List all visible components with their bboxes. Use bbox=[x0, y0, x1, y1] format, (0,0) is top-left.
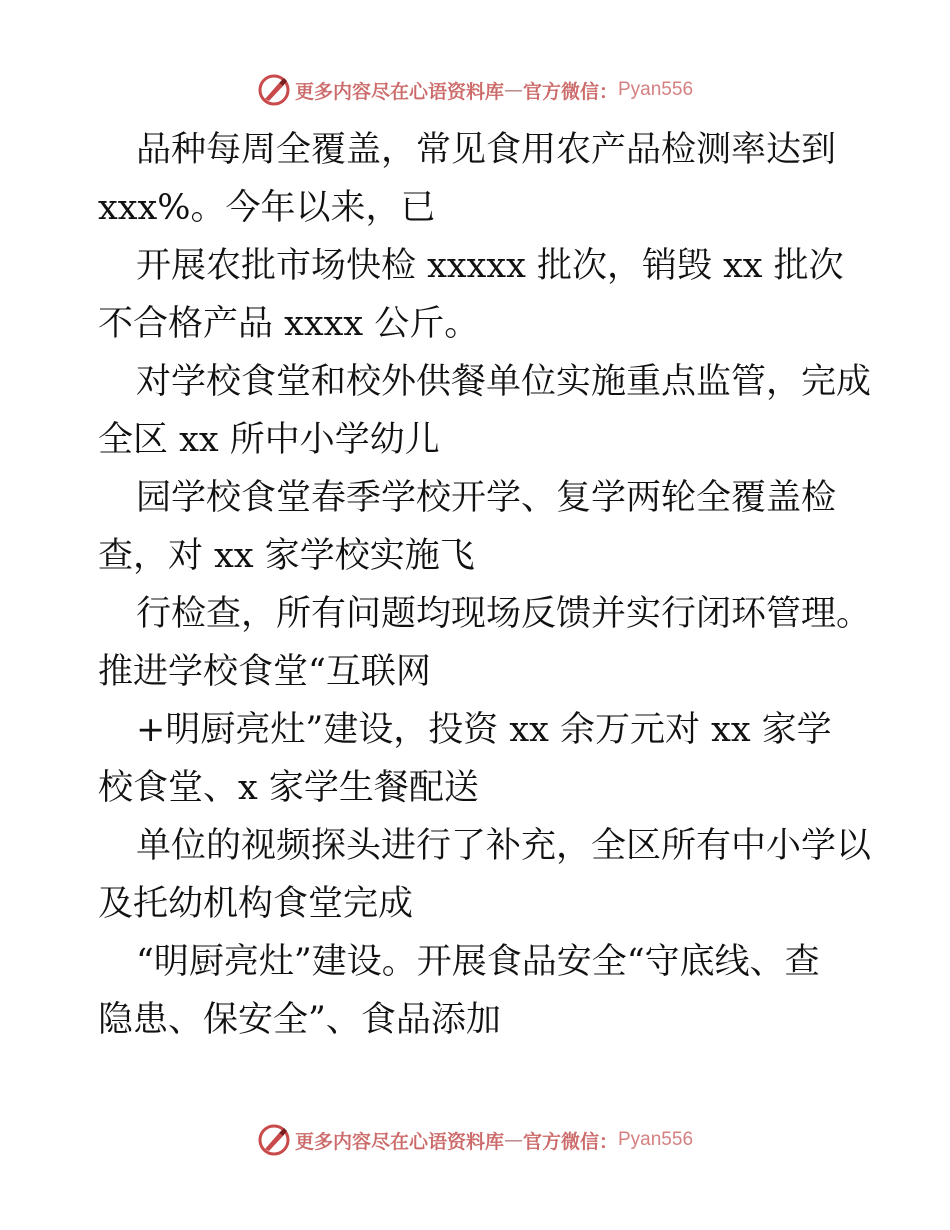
body-line: 校食堂、x 家学生餐配送 bbox=[98, 768, 479, 808]
body-line: 单位的视频探头进行了补充，全区所有中小学以 bbox=[136, 826, 872, 866]
body-line: 全区 xx 所中小学幼儿 bbox=[98, 420, 440, 460]
footer-account: Pyan556 bbox=[618, 1129, 694, 1150]
footer-brand: 更多内容尽在心语资料库 bbox=[294, 1130, 504, 1153]
body-line: xxx%。今年以来，已 bbox=[98, 188, 436, 228]
header-account: Pyan556 bbox=[618, 79, 694, 100]
body-line: 开展农批市场快检 xxxxx 批次，销毁 xx 批次 bbox=[136, 246, 844, 286]
body-line: 及托幼机构食堂完成 bbox=[98, 884, 414, 924]
body-line: 对学校食堂和校外供餐单位实施重点监管，完成 bbox=[136, 362, 872, 402]
body-line: 园学校食堂春季学校开学、复学两轮全覆盖检 bbox=[136, 478, 837, 518]
footer-dash: — bbox=[503, 1129, 523, 1151]
footer-official-label: 官方微信： bbox=[522, 1130, 618, 1153]
footer-banner bbox=[0, 1120, 950, 1160]
body-line: “明厨亮灶”建设。开展食品安全“守底线、查 bbox=[136, 942, 820, 982]
body-line: 隐患、保安全”、食品添加 bbox=[98, 1000, 501, 1040]
body-line: 查，对 xx 家学校实施飞 bbox=[98, 536, 475, 576]
header-banner bbox=[0, 70, 950, 110]
header-brand: 更多内容尽在心语资料库 bbox=[294, 80, 504, 103]
pen-logo-icon bbox=[257, 73, 291, 107]
body-line: 不合格产品 xxxx 公斤。 bbox=[98, 304, 480, 344]
document-body bbox=[98, 121, 872, 1049]
body-line: 行检查，所有问题均现场反馈并实行闭环管理。 bbox=[136, 594, 872, 634]
pen-logo-icon bbox=[257, 1123, 291, 1157]
header-dash: — bbox=[503, 79, 523, 101]
header-official-label: 官方微信： bbox=[522, 80, 618, 103]
body-line: 推进学校食堂“互联网 bbox=[98, 652, 431, 692]
body-line: 品种每周全覆盖，常见食用农产品检测率达到 bbox=[136, 130, 837, 170]
body-line: +明厨亮灶”建设，投资 xx 余万元对 xx 家学 bbox=[136, 710, 832, 750]
